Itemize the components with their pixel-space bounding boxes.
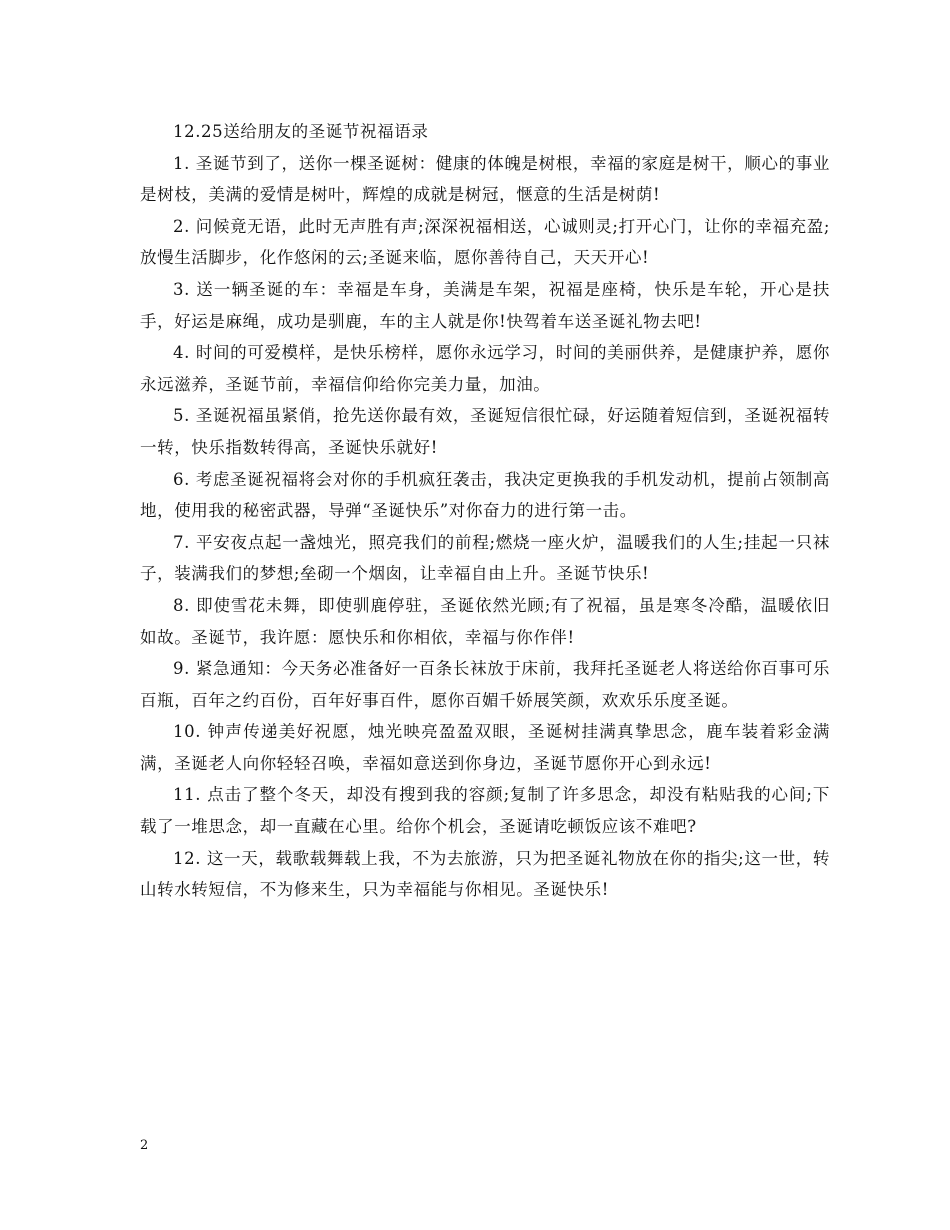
paragraph-8: 8. 即使雪花未舞，即使驯鹿停驻，圣诞依然光顾;有了祝福，虽是寒冬冷酷，温暖依旧如故。圣诞节，我许愿：愿快乐和你相依，幸福与你作伴!: [140, 595, 830, 647]
paragraph-1: 1. 圣诞节到了，送你一棵圣诞树：健康的体魄是树根，幸福的家庭是树干，顺心的事业是树枝，美满的爱情是树叶，辉煌的成就是树冠，惬意的生活是树荫!: [140, 153, 830, 205]
paragraph-4: 4. 时间的可爱模样，是快乐榜样，愿你永远学习，时间的美丽供养，是健康护养，愿你永远滋养，圣诞节前，幸福信仰给你完美力量，加油。: [140, 343, 830, 394]
paragraph-10: 10. 钟声传递美好祝愿，烛光映亮盈盈双眼，圣诞树挂满真挚思念，鹿车装着彩金满满，圣诞老人向你轻轻召唤，幸福如意送到你身边，圣诞节愿你开心到永远!: [140, 722, 830, 773]
paragraph-9: 9. 紧急通知：今天务必准备好一百条长袜放于床前，我拜托圣诞老人将送给你百事可乐百瓶，百年之约百份，百年好事百件，愿你百媚千娇展笑颜，欢欢乐乐度圣诞。: [140, 659, 830, 710]
paragraph-2: 2. 问候竟无语，此时无声胜有声;深深祝福相送，心诚则灵;打开心门，让你的幸福充盈;放慢生活脚步，化作悠闲的云;圣诞来临，愿你善待自己，天天开心!: [140, 216, 830, 268]
document-title: 12.25送给朋友的圣诞节祝福语录: [173, 122, 429, 141]
paragraph-3: 3. 送一辆圣诞的车：幸福是车身，美满是车架，祝福是座椅，快乐是车轮，开心是扶手，好运是麻绳，成功是驯鹿，车的主人就是你!快驾着车送圣诞礼物去吧!: [140, 279, 830, 331]
page-number: 2: [140, 1138, 149, 1153]
paragraph-5: 5. 圣诞祝福虽紧俏，抢先送你最有效，圣诞短信很忙碌，好运随着短信到，圣诞祝福转一转，快乐指数转得高，圣诞快乐就好!: [140, 406, 830, 457]
paragraph-12: 12. 这一天，载歌载舞载上我，不为去旅游，只为把圣诞礼物放在你的指尖;这一世，转山转水转短信，不为修来生，只为幸福能与你相见。圣诞快乐!: [140, 848, 830, 900]
paragraph-7: 7. 平安夜点起一盏烛光，照亮我们的前程;燃烧一座火炉，温暖我们的人生;挂起一只袜子，装满我们的梦想;垒砌一个烟囱，让幸福自由上升。圣诞节快乐!: [140, 532, 830, 584]
document-body: [140, 116, 830, 906]
paragraph-11: 11. 点击了整个冬天，却没有搜到我的容颜;复制了许多思念，却没有粘贴我的心间;下载了一堆思念，却一直藏在心里。给你个机会，圣诞请吃顿饭应该不难吧?: [140, 785, 830, 837]
paragraph-6: 6. 考虑圣诞祝福将会对你的手机疯狂袭击，我决定更换我的手机发动机，提前占领制高地，使用我的秘密武器，导弹“圣诞快乐”对你奋力的进行第一击。: [140, 469, 830, 521]
